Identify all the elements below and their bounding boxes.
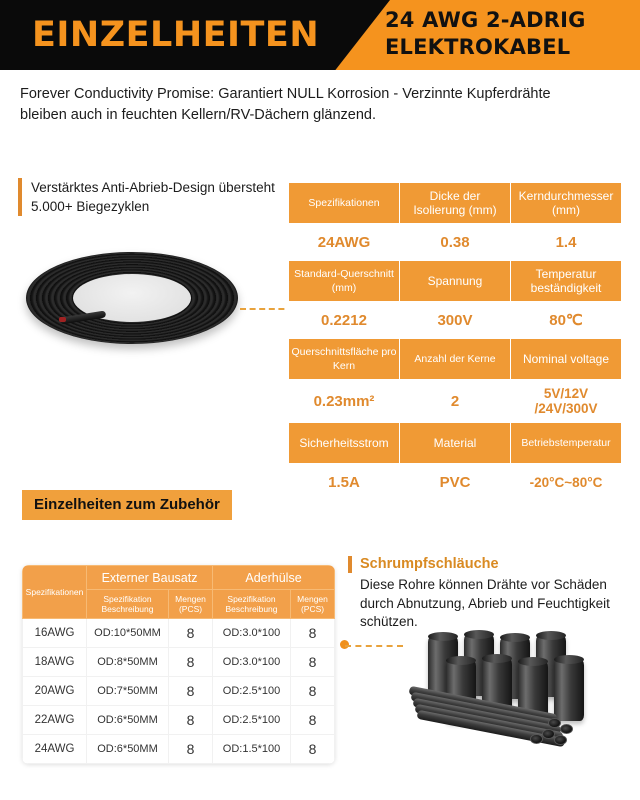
cable-copper-tip [59, 317, 66, 322]
spec-value-cell: 1.4 [511, 224, 622, 261]
acc-cell-sleeve-qty: 8 [291, 648, 335, 677]
acc-cell-awg: 20AWG [23, 677, 87, 706]
spec-value-cell: 2 [400, 380, 511, 423]
shrink-tube-end-cap [548, 718, 561, 728]
banner-subtitle-line2: ELEKTROKABEL [385, 35, 571, 59]
spec-header-cell: Temperatur beständigkeit [511, 261, 622, 302]
table-row [23, 735, 335, 764]
acc-sub-header-qty: Mengen (PCS) [291, 590, 335, 619]
acc-sub-header-qty: Mengen (PCS) [169, 590, 213, 619]
connector-dashed-line [345, 645, 403, 647]
acc-cell-sleeve-spec: OD:2.5*100 [213, 677, 291, 706]
spec-value-cell: 1.5A [289, 464, 400, 501]
shrink-tube-end-cap [554, 735, 567, 745]
acc-cell-kit-qty: 8 [169, 648, 213, 677]
spec-header-cell: Betriebstemperatur [511, 423, 622, 464]
spec-value-cell: 0.38 [400, 224, 511, 261]
shrink-tube-description: Diese Rohre können Drähte vor Schäden durch Abnutzung, Abrieb und Feuchtigkeit schützen. [360, 577, 610, 629]
shrink-tubes-image [420, 634, 620, 754]
banner-subtitle [385, 7, 635, 61]
acc-cell-awg: 24AWG [23, 735, 87, 764]
shrink-tube-upright [554, 659, 584, 721]
banner-subtitle-line1: 24 AWG 2-ADRIG [385, 8, 586, 32]
acc-cell-sleeve-qty: 8 [291, 735, 335, 764]
acc-cell-kit-qty: 8 [169, 619, 213, 648]
table-row [289, 464, 622, 501]
connector-dashed-line [240, 308, 294, 310]
spec-header-cell: Spannung [400, 261, 511, 302]
spec-header-cell: Anzahl der Kerne [400, 339, 511, 380]
acc-cell-kit-spec: OD:8*50MM [87, 648, 169, 677]
spec-value-cell: 5V/12V /24V/300V [511, 380, 622, 423]
spec-value-cell: 0.2212 [289, 302, 400, 339]
shrink-tube-title: Schrumpfschläuche [348, 556, 630, 573]
acc-cell-sleeve-spec: OD:1.5*100 [213, 735, 291, 764]
acc-sub-header-spec: Spezifikation Beschreibung [87, 590, 169, 619]
spec-header-cell: Nominal voltage [511, 339, 622, 380]
spec-header-cell: Dicke der Isolierung (mm) [400, 183, 511, 224]
banner-title: EINZELHEITEN [32, 15, 320, 55]
acc-cell-sleeve-spec: OD:3.0*100 [213, 648, 291, 677]
acc-cell-kit-qty: 8 [169, 735, 213, 764]
spec-value-cell: 24AWG [289, 224, 400, 261]
cable-coil-image [18, 238, 280, 356]
acc-cell-kit-spec: OD:6*50MM [87, 735, 169, 764]
spec-value-cell: -20°C~80°C [511, 464, 622, 501]
cable-coil-graphic [26, 252, 238, 344]
spec-value-cell: 80℃ [511, 302, 622, 339]
spec-header-cell: Kerndurchmesser (mm) [511, 183, 622, 224]
shrink-tube-end-cap [542, 729, 555, 739]
spec-value-cell: PVC [400, 464, 511, 501]
spec-value-cell: 0.23mm² [289, 380, 400, 423]
shrink-tube-note [348, 556, 630, 632]
acc-cell-kit-spec: OD:10*50MM [87, 619, 169, 648]
acc-cell-kit-qty: 8 [169, 677, 213, 706]
acc-cell-kit-spec: OD:6*50MM [87, 706, 169, 735]
spec-header-cell: Sicherheitsstrom [289, 423, 400, 464]
acc-cell-sleeve-spec: OD:2.5*100 [213, 706, 291, 735]
table-row [23, 619, 335, 648]
spec-header-cell: Spezifikationen [289, 183, 400, 224]
table-row [289, 339, 622, 380]
table-row [23, 566, 335, 590]
acc-cell-sleeve-qty: 8 [291, 706, 335, 735]
spec-header-cell: Standard-Querschnitt (mm) [289, 261, 400, 302]
table-row [289, 302, 622, 339]
feature-note: Verstärktes Anti-Abrieb-Design übersteht 5.000+ Biegezyklen [18, 178, 281, 216]
acc-cell-awg: 22AWG [23, 706, 87, 735]
spec-header-cell: Material [400, 423, 511, 464]
table-row [289, 261, 622, 302]
shrink-tube-end-cap [530, 734, 543, 744]
specification-table [288, 182, 622, 501]
acc-group2-header: Aderhülse [213, 566, 335, 590]
acc-cell-awg: 18AWG [23, 648, 87, 677]
spec-value-cell: 300V [400, 302, 511, 339]
acc-cell-sleeve-qty: 8 [291, 677, 335, 706]
acc-spec-col-header: Spezifikationen [23, 566, 87, 619]
acc-cell-sleeve-spec: OD:3.0*100 [213, 619, 291, 648]
acc-cell-kit-qty: 8 [169, 706, 213, 735]
table-row [289, 224, 622, 261]
accessory-table [22, 565, 335, 764]
acc-cell-kit-spec: OD:7*50MM [87, 677, 169, 706]
table-row [23, 677, 335, 706]
acc-group1-header: Externer Bausatz [87, 566, 213, 590]
intro-paragraph: Forever Conductivity Promise: Garantiert NULL Korrosion - Verzinnte Kupferdrähte bleiben auch in feuchten Kellern/RV-Dächern glänzend. [20, 86, 551, 123]
shrink-tube-end-cap [560, 724, 573, 734]
page-banner [0, 0, 640, 70]
spec-header-cell: Querschnittsfläche pro Kern [289, 339, 400, 380]
table-row [23, 648, 335, 677]
acc-sub-header-spec: Spezifikation Beschreibung [213, 590, 291, 619]
table-row [23, 706, 335, 735]
table-row [289, 380, 622, 423]
table-row [289, 183, 622, 224]
table-row [289, 423, 622, 464]
acc-cell-awg: 16AWG [23, 619, 87, 648]
accessory-section-heading: Einzelheiten zum Zubehör [22, 490, 232, 520]
acc-cell-sleeve-qty: 8 [291, 619, 335, 648]
